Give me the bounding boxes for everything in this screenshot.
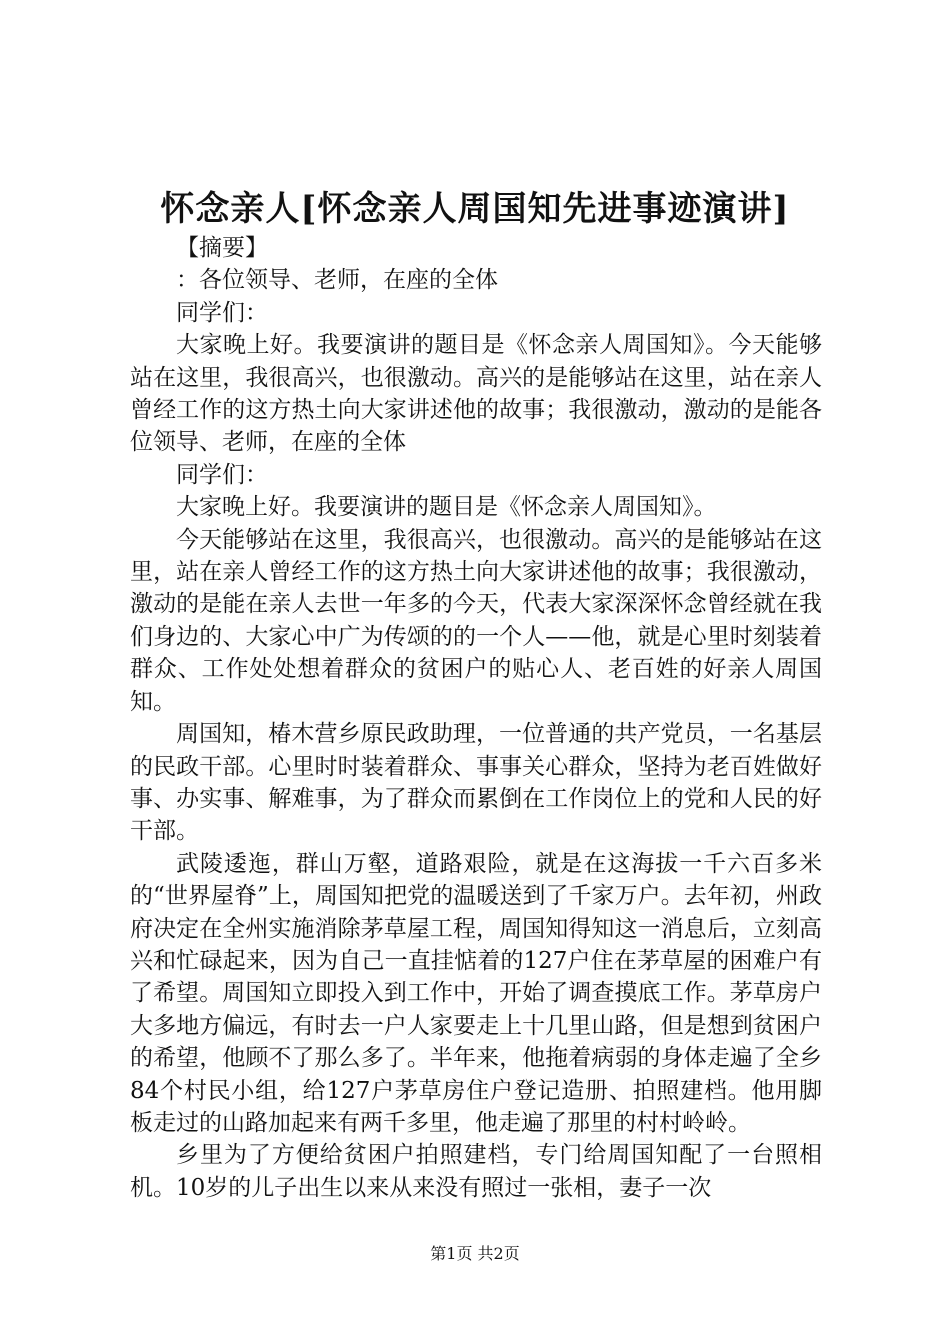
document-body [130,232,822,1204]
paragraph-profile: 周国知，椿木营乡原民政助理，一位普通的共产党员，一名基层的民政干部。心里时时装着群众、事事关心群众，坚持为老百姓做好事、办实事、解难事，为了群众而累倒在工作岗位上的党和人民的好干部。 [130,721,822,845]
paragraph-story: 武陵逶迤，群山万壑，道路艰险，就是在这海拔一千六百多米的“世界屋脊”上，周国知把党的温暖送到了千家万户。去年初，州政府决定在全州实施消除茅草屋工程，周国知得知这一消息后，立刻高兴和忙碌起来，因为自己一直挂惦着的127户住在茅草屋的困难户有了希望。周国知立即投入到工作中，开始了调查摸底工作。茅草房户大多地方偏远，有时去一户人家要走上十几里山路，但是想到贫困户的希望，他顾不了那么多了。半年来，他拖着病弱的身体走遍了全乡84个村民小组，给127户茅草房住户登记造册、拍照建档。他用脚板走过的山路加起来有两千多里，他走遍了那里的村村岭岭。 [130,850,822,1136]
paragraph-abstract-heading: 【摘要】 [176,235,268,261]
paragraph-students-2: 同学们： [176,461,268,488]
paragraph-greeting-2: 大家晚上好。我要演讲的题目是《怀念亲人周国知》。 [176,494,717,521]
paragraph-salutation: ：各位领导、老师，在座的全体 [176,267,498,294]
document-title: 怀念亲人[怀念亲人周国知先进事迹演讲] [160,189,790,229]
paragraph-greeting-1: 大家晚上好。我要演讲的题目是《怀念亲人周国知》。今天能够站在这里，我很高兴，也很激动。高兴的是能够站在这里，站在亲人曾经工作的这方热土向大家讲述他的故事；我很激动，激动的是能各位领导、老师，在座的全体 [130,332,822,456]
paragraph-students: 同学们： [176,299,268,326]
paragraph-camera: 乡里为了方便给贫困户拍照建档，专门给周国知配了一台照相机。10岁的儿子出生以来从来没有照过一张相，妻子一次 [130,1142,822,1201]
paragraph-intro: 今天能够站在这里，我很高兴，也很激动。高兴的是能够站在这里，站在亲人曾经工作的这方热土向大家讲述他的故事；我很激动，激动的是能在亲人去世一年多的今天，代表大家深深怀念曾经就在我们身边的、大家心中广为传颂的的一个人——他，就是心里时刻装着群众、工作处处想着群众的贫困户的贴心人、老百姓的好亲人周国知。 [130,526,822,715]
page-number-footer: 第1页 共2页 [430,1244,520,1263]
